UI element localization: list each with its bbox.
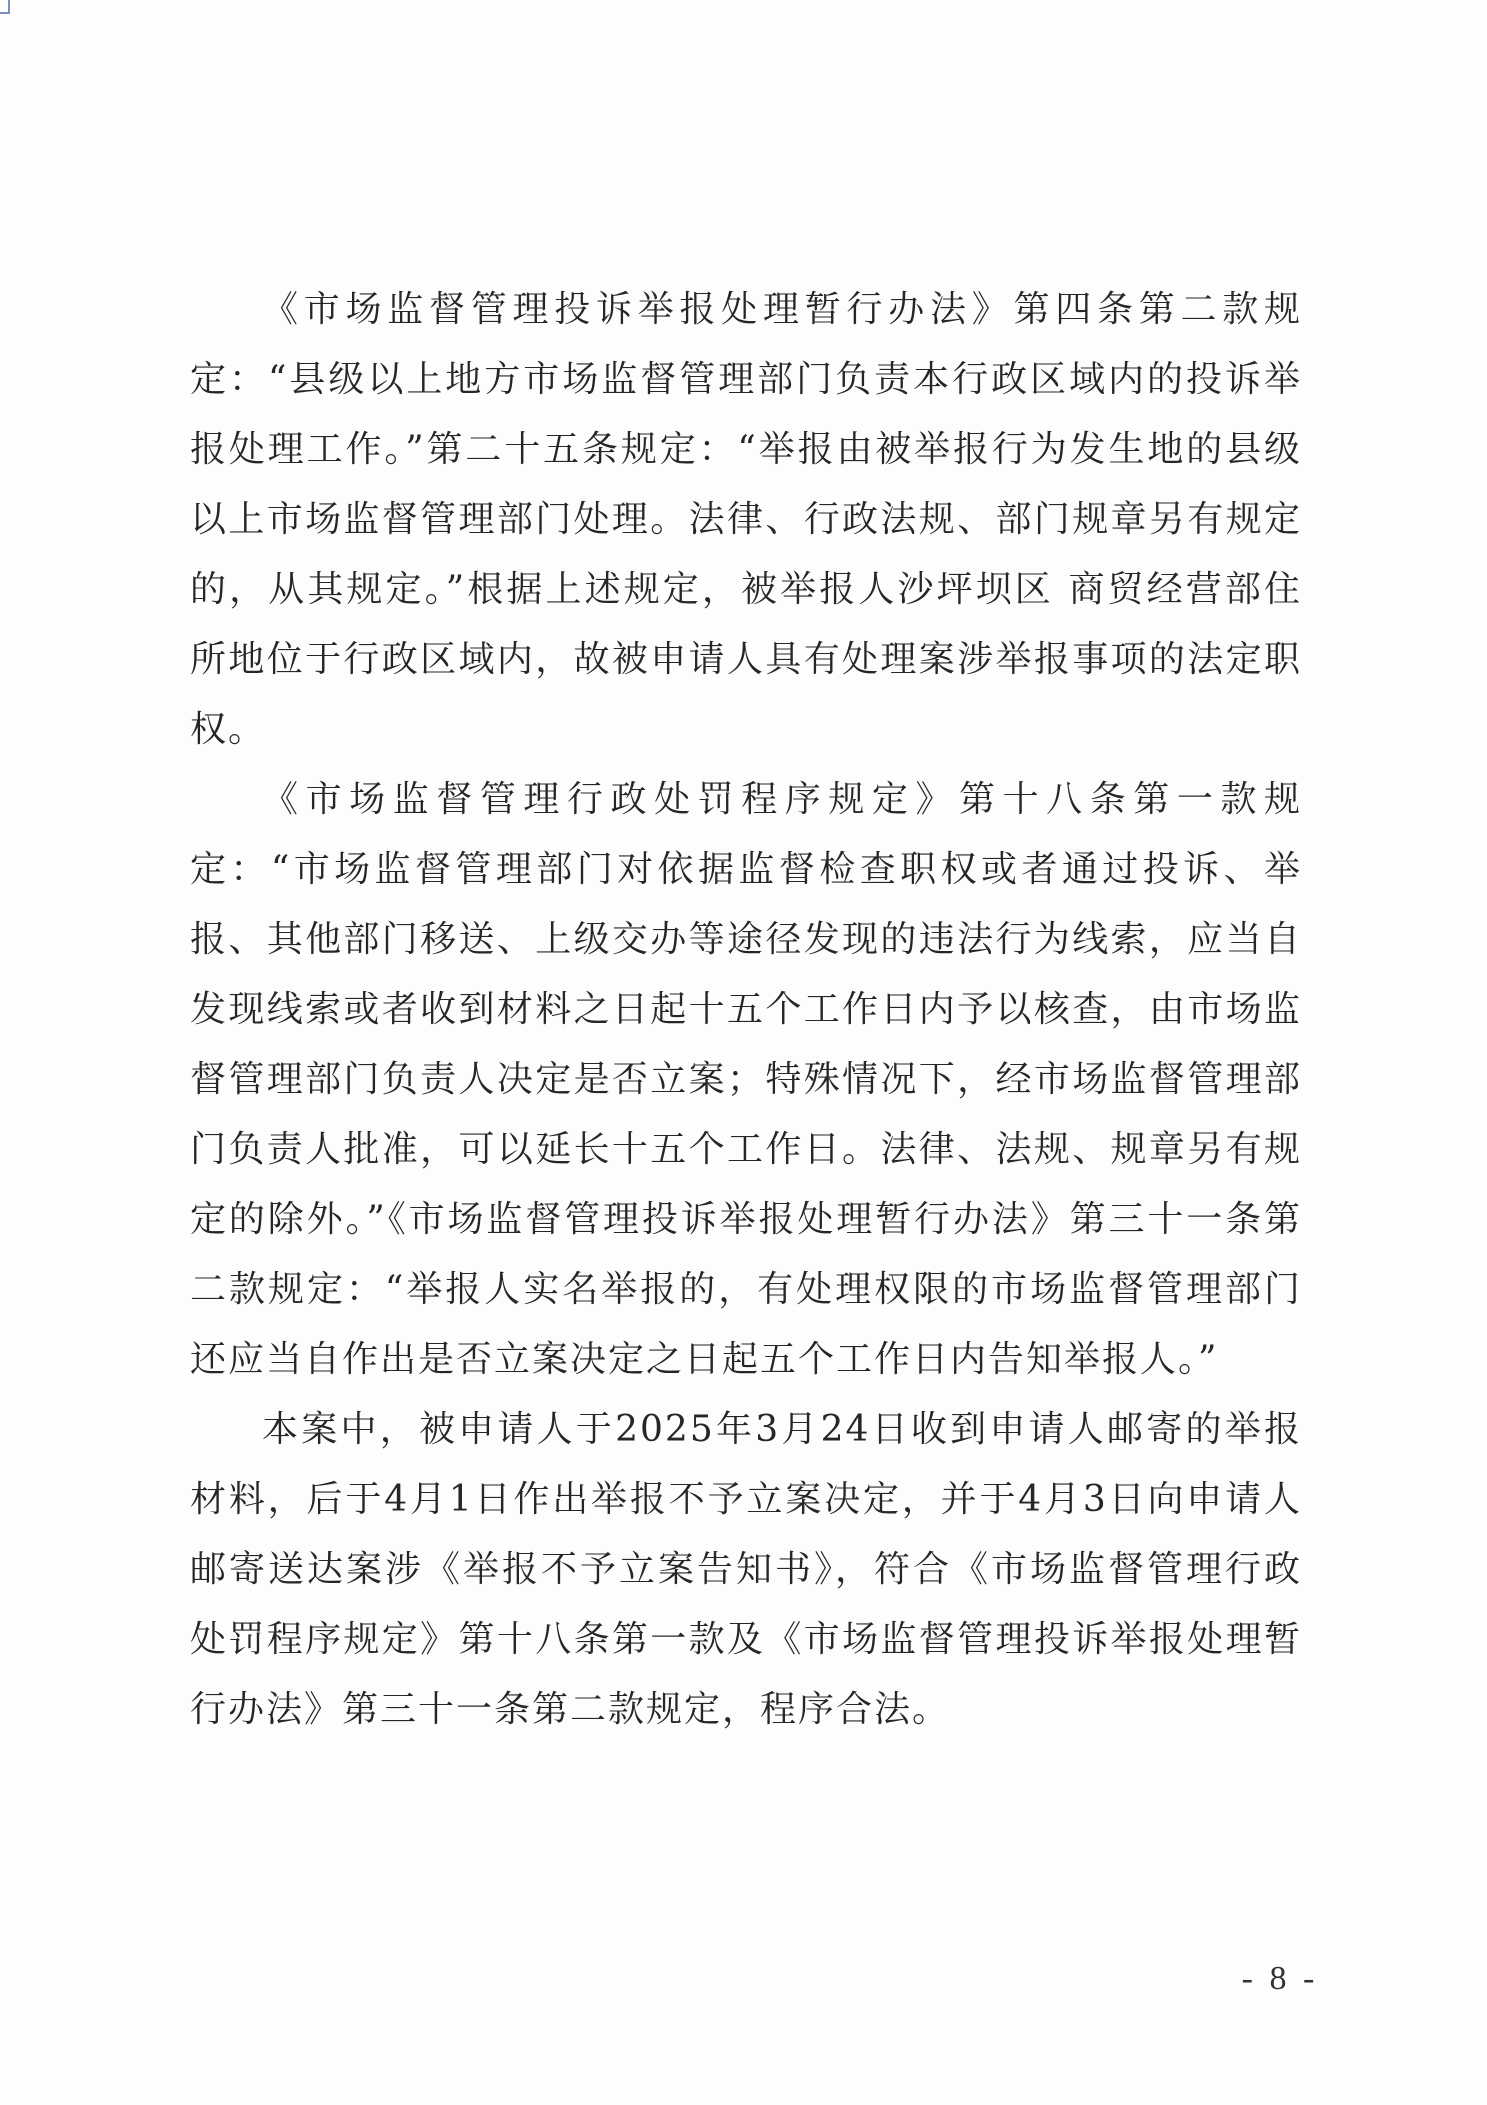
- page-number: - 8 -: [1241, 1960, 1319, 1997]
- paragraph-procedure-rules: 《市场监督管理行政处罚程序规定》第十八条第一款规定：“市场监督管理部门对依据监督检查职权或者通过投诉、举报、其他部门移送、上级交办等途径发现的违法行为线索，应当自发现线索或者收到材料之日起十五个工作日内予以核查，由市场监督管理部门负责人决定是否立案；特殊情况下，经市场监督管理部门负责人批准，可以延长十五个工作日。法律、法规、规章另有规定的除外。”《市场监督管理投诉举报处理暂行办法》第三十一条第二款规定：“举报人实名举报的，有处理权限的市场监督管理部门还应当自作出是否立案决定之日起五个工作日内告知举报人。”: [190, 779, 1302, 1380]
- scan-corner-mark: [0, 0, 10, 14]
- document-body: [190, 275, 1302, 1745]
- paragraph-case-facts: 本案中，被申请人于2025年3月24日收到申请人邮寄的举报材料，后于4月1日作出举报不予立案决定，并于4月3日向申请人邮寄送达案涉《举报不予立案告知书》，符合《市场监督管理行政处罚程序规定》第十八条第一款及《市场监督管理投诉举报处理暂行办法》第三十一条第二款规定，程序合法。: [190, 1409, 1302, 1730]
- paragraph-jurisdiction: 《市场监督管理投诉举报处理暂行办法》第四条第二款规定：“县级以上地方市场监督管理部门负责本行政区域内的投诉举报处理工作。”第二十五条规定：“举报由被举报行为发生地的县级以上市场监督管理部门处理。法律、行政法规、部门规章另有规定的，从其规定。”根据上述规定，被举报人沙坪坝区 商贸经营部住所地位于行政区域内，故被申请人具有处理案涉举报事项的法定职权。: [190, 289, 1302, 750]
